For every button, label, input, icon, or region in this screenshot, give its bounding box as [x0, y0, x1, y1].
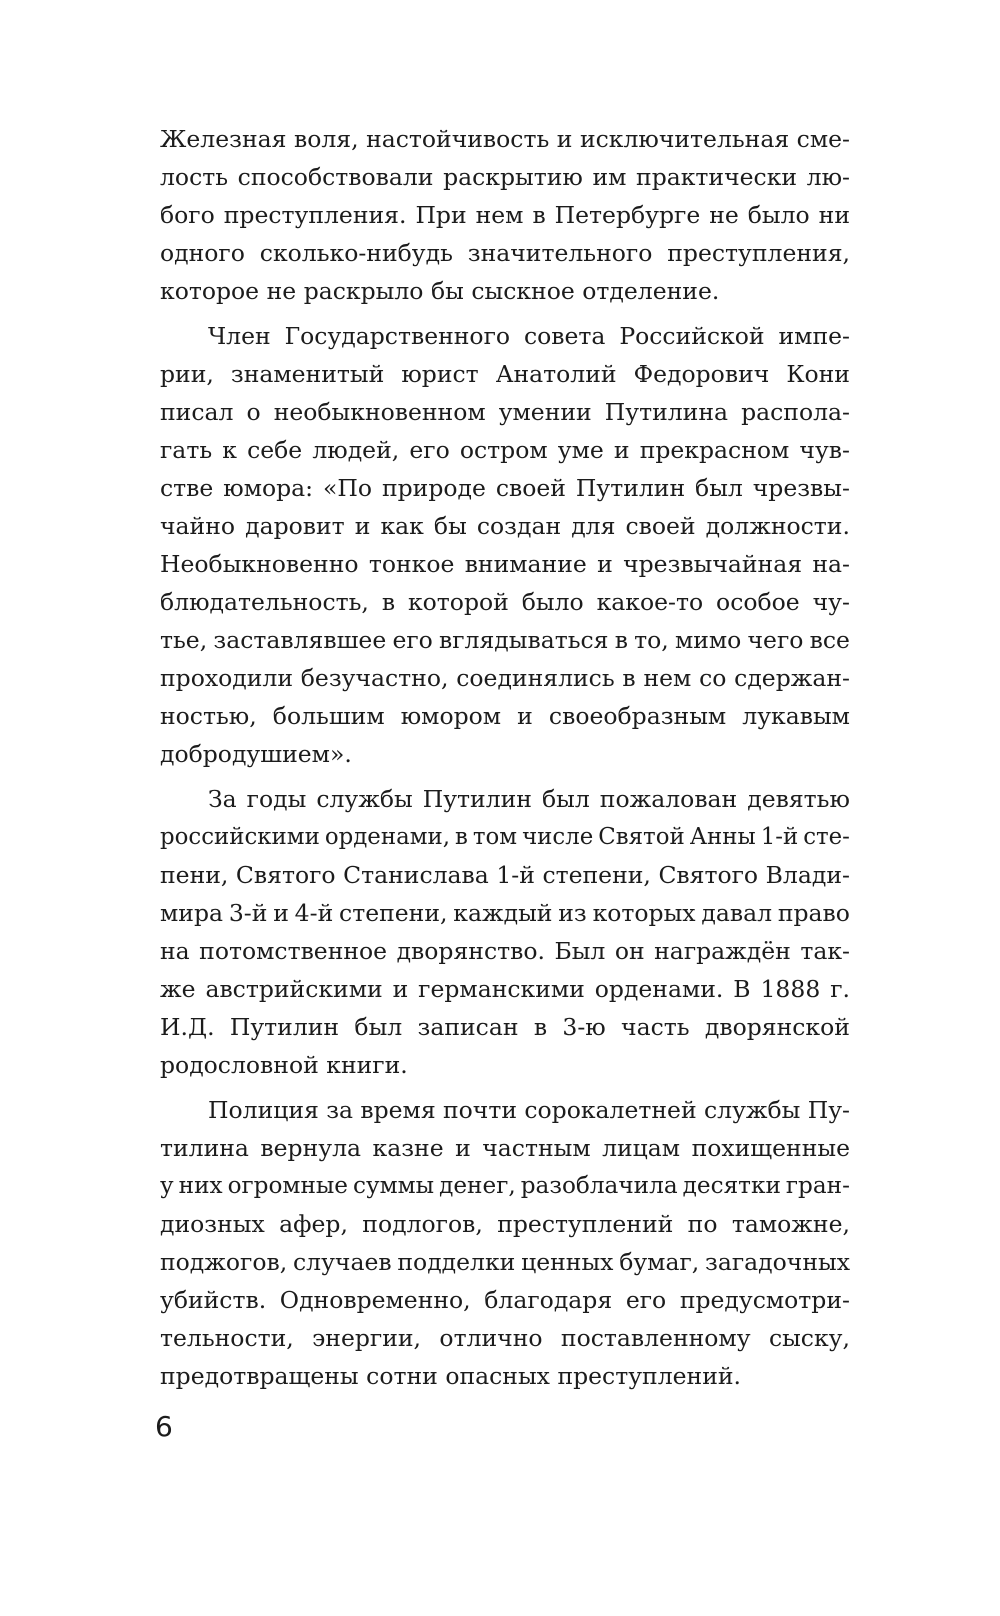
text-line: гать к себе людей, его остром уме и прекрасном чув-	[160, 436, 850, 464]
text-line: Полиция за время почти сорокалетней службы Пу-	[208, 1096, 850, 1124]
page-number: 6	[155, 1410, 173, 1443]
body-text	[160, 120, 850, 1402]
text-line: российскими орденами, в том числе Святой Анны 1-й сте-	[160, 824, 850, 850]
text-line: проходили безучастно, соединялись в нем со сдержан-	[160, 664, 850, 692]
text-line: предотвращены сотни опасных преступлений.	[160, 1362, 741, 1390]
text-line: одного сколько-нибудь значительного преступления,	[160, 239, 850, 267]
text-line: поджогов, случаев подделки ценных бумаг, загадочных	[160, 1248, 850, 1276]
text-line: стве юмора: «По природе своей Путилин был чрезвы-	[160, 474, 850, 502]
text-line: у них огромные суммы денег, разоблачила десятки гран-	[160, 1173, 850, 1199]
text-line: убийств. Одновременно, благодаря его предусмотри-	[160, 1286, 850, 1314]
text-line: же австрийскими и германскими орденами. В 1888 г.	[160, 975, 850, 1003]
text-line: на потомственное дворянство. Был он награждён так-	[160, 937, 850, 965]
paragraph-4	[160, 1091, 850, 1395]
text-line: пени, Святого Станислава 1-й степени, Святого Влади-	[160, 861, 850, 889]
text-line: добродушием».	[160, 740, 352, 768]
text-line: Член Государственного совета Российской импе-	[208, 322, 850, 350]
text-line: диозных афер, подлогов, преступлений по таможне,	[160, 1210, 850, 1238]
text-line: которое не раскрыло бы сыскное отделение.	[160, 277, 720, 305]
text-line: лость способствовали раскрытию им практически лю-	[160, 163, 850, 191]
text-line: мира 3-й и 4-й степени, каждый из которых давал право	[160, 899, 850, 927]
paragraph-3	[160, 780, 850, 1084]
text-line: тилина вернула казне и частным лицам похищенные	[160, 1134, 850, 1162]
text-line: блюдательность, в которой было какое-то особое чу-	[160, 588, 850, 616]
text-line: тельности, энергии, отлично поставленному сыску,	[160, 1324, 850, 1352]
paragraph-1	[160, 120, 850, 310]
text-line: И.Д. Путилин был записан в 3-ю часть дворянской	[160, 1013, 850, 1041]
text-line: Необыкновенно тонкое внимание и чрезвычайная на-	[160, 550, 850, 578]
paragraph-2	[160, 317, 850, 773]
text-line: ностью, большим юмором и своеобразным лукавым	[160, 702, 850, 730]
text-line: рии, знаменитый юрист Анатолий Федорович Кони	[160, 360, 850, 388]
text-line: За годы службы Путилин был пожалован девятью	[208, 785, 850, 813]
text-line: писал о необыкновенном умении Путилина распола-	[160, 398, 850, 426]
text-line: Железная воля, настойчивость и исключительная сме-	[160, 125, 850, 153]
text-line: тье, заставлявшее его вглядываться в то, мимо чего все	[160, 626, 850, 654]
text-line: бого преступления. При нем в Петербурге не было ни	[160, 201, 850, 229]
text-line: чайно даровит и как бы создан для своей должности.	[160, 512, 850, 540]
text-line: родословной книги.	[160, 1051, 408, 1079]
